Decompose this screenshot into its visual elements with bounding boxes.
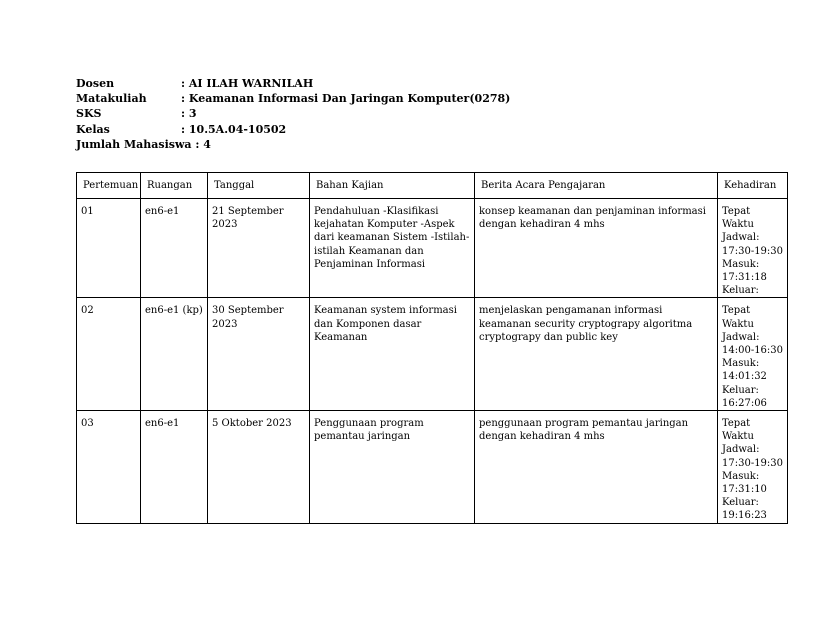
jumlah-mahasiswa-value: : 4	[195, 137, 211, 151]
attendance-table	[76, 172, 788, 524]
dosen-label: Dosen	[76, 77, 115, 90]
kehadiran-jadwal-value: 17:30-19:30	[722, 245, 784, 257]
info-row-jumlah-mahasiswa	[76, 137, 510, 152]
cell-tanggal: 5 Oktober 2023	[208, 411, 310, 524]
header-pertemuan: Pertemuan	[77, 173, 141, 199]
matakuliah-value: : Keamanan Informasi Dan Jaringan Komputer(0278)	[181, 92, 511, 106]
cell-berita-acara: menjelaskan pengamanan informasi keamanan security cryptograpy algoritma cryptograpy dan public key	[475, 298, 718, 411]
header-kehadiran: Kehadiran	[718, 173, 788, 199]
cell-ruangan: en6-e1	[141, 411, 208, 524]
kehadiran-masuk-value: 17:31:10	[722, 484, 767, 496]
kehadiran-jadwal-label: Jadwal:	[722, 444, 760, 456]
sks-value: : 3	[181, 107, 197, 121]
kehadiran-jadwal-label: Jadwal:	[722, 232, 760, 244]
cell-berita-acara: penggunaan program pemantau jaringan dengan kehadiran 4 mhs	[475, 411, 718, 524]
kehadiran-jadwal-value: 14:00-16:30	[722, 345, 784, 357]
header-berita-acara: Berita Acara Pengajaran	[475, 173, 718, 199]
cell-tanggal: 30 September 2023	[208, 298, 310, 411]
kehadiran-keluar-label: Keluar:	[722, 285, 759, 297]
info-row-kelas	[76, 122, 510, 137]
kehadiran-jadwal-label: Jadwal:	[722, 331, 760, 343]
matakuliah-label: Matakuliah	[76, 92, 147, 106]
sks-label: SKS	[76, 107, 102, 121]
info-row-sks	[76, 106, 510, 121]
cell-ruangan: en6-e1	[141, 199, 208, 298]
header-bahan-kajian: Bahan Kajian	[310, 173, 475, 199]
kehadiran-status: Tepat Waktu	[722, 206, 754, 231]
kehadiran-masuk-value: 14:01:32	[722, 371, 767, 383]
kehadiran-masuk-label: Masuk:	[722, 258, 760, 270]
table-row	[77, 199, 788, 298]
header-ruangan: Ruangan	[141, 173, 208, 199]
cell-pertemuan: 02	[77, 298, 141, 411]
table-row	[77, 411, 788, 524]
cell-bahan-kajian: Keamanan system informasi dan Komponen dasar Keamanan	[310, 298, 475, 411]
info-row-matakuliah	[76, 91, 510, 106]
kelas-value: : 10.5A.04-10502	[181, 122, 287, 136]
kehadiran-keluar-label: Keluar:	[722, 497, 759, 509]
cell-tanggal: 21 September 2023	[208, 199, 310, 298]
table-row	[77, 298, 788, 411]
header-tanggal: Tanggal	[208, 173, 310, 199]
kelas-label: Kelas	[76, 122, 110, 136]
kehadiran-jadwal-value: 17:30-19:30	[722, 457, 784, 469]
cell-bahan-kajian: Pendahuluan -Klasifikasi kejahatan Komputer -Aspek dari keamanan Sistem -Istilah-istilah Keamanan dan Penjaminan Informasi	[310, 199, 475, 298]
info-row-dosen	[76, 76, 510, 91]
kehadiran-status: Tepat Waktu	[722, 305, 754, 330]
kehadiran-status: Tepat Waktu	[722, 418, 754, 443]
cell-kehadiran	[718, 199, 788, 298]
cell-pertemuan: 01	[77, 199, 141, 298]
kehadiran-masuk-value: 17:31:18	[722, 272, 767, 284]
cell-pertemuan: 03	[77, 411, 141, 524]
cell-bahan-kajian: Penggunaan program pemantau jaringan	[310, 411, 475, 524]
dosen-value: : AI ILAH WARNILAH	[181, 77, 314, 90]
cell-ruangan: en6-e1 (kp)	[141, 298, 208, 411]
cell-kehadiran	[718, 298, 788, 411]
kehadiran-keluar-value: 16:27:06	[722, 397, 767, 409]
kehadiran-keluar-value: 19:16:23	[722, 510, 767, 522]
kehadiran-masuk-label: Masuk:	[722, 470, 760, 482]
course-info	[76, 76, 510, 152]
cell-berita-acara: konsep keamanan dan penjaminan informasi dengan kehadiran 4 mhs	[475, 199, 718, 298]
kehadiran-masuk-label: Masuk:	[722, 358, 760, 370]
table-header-row	[77, 173, 788, 199]
cell-kehadiran	[718, 411, 788, 524]
jumlah-mahasiswa-label: Jumlah Mahasiswa	[76, 137, 192, 151]
kehadiran-keluar-label: Keluar:	[722, 384, 759, 396]
